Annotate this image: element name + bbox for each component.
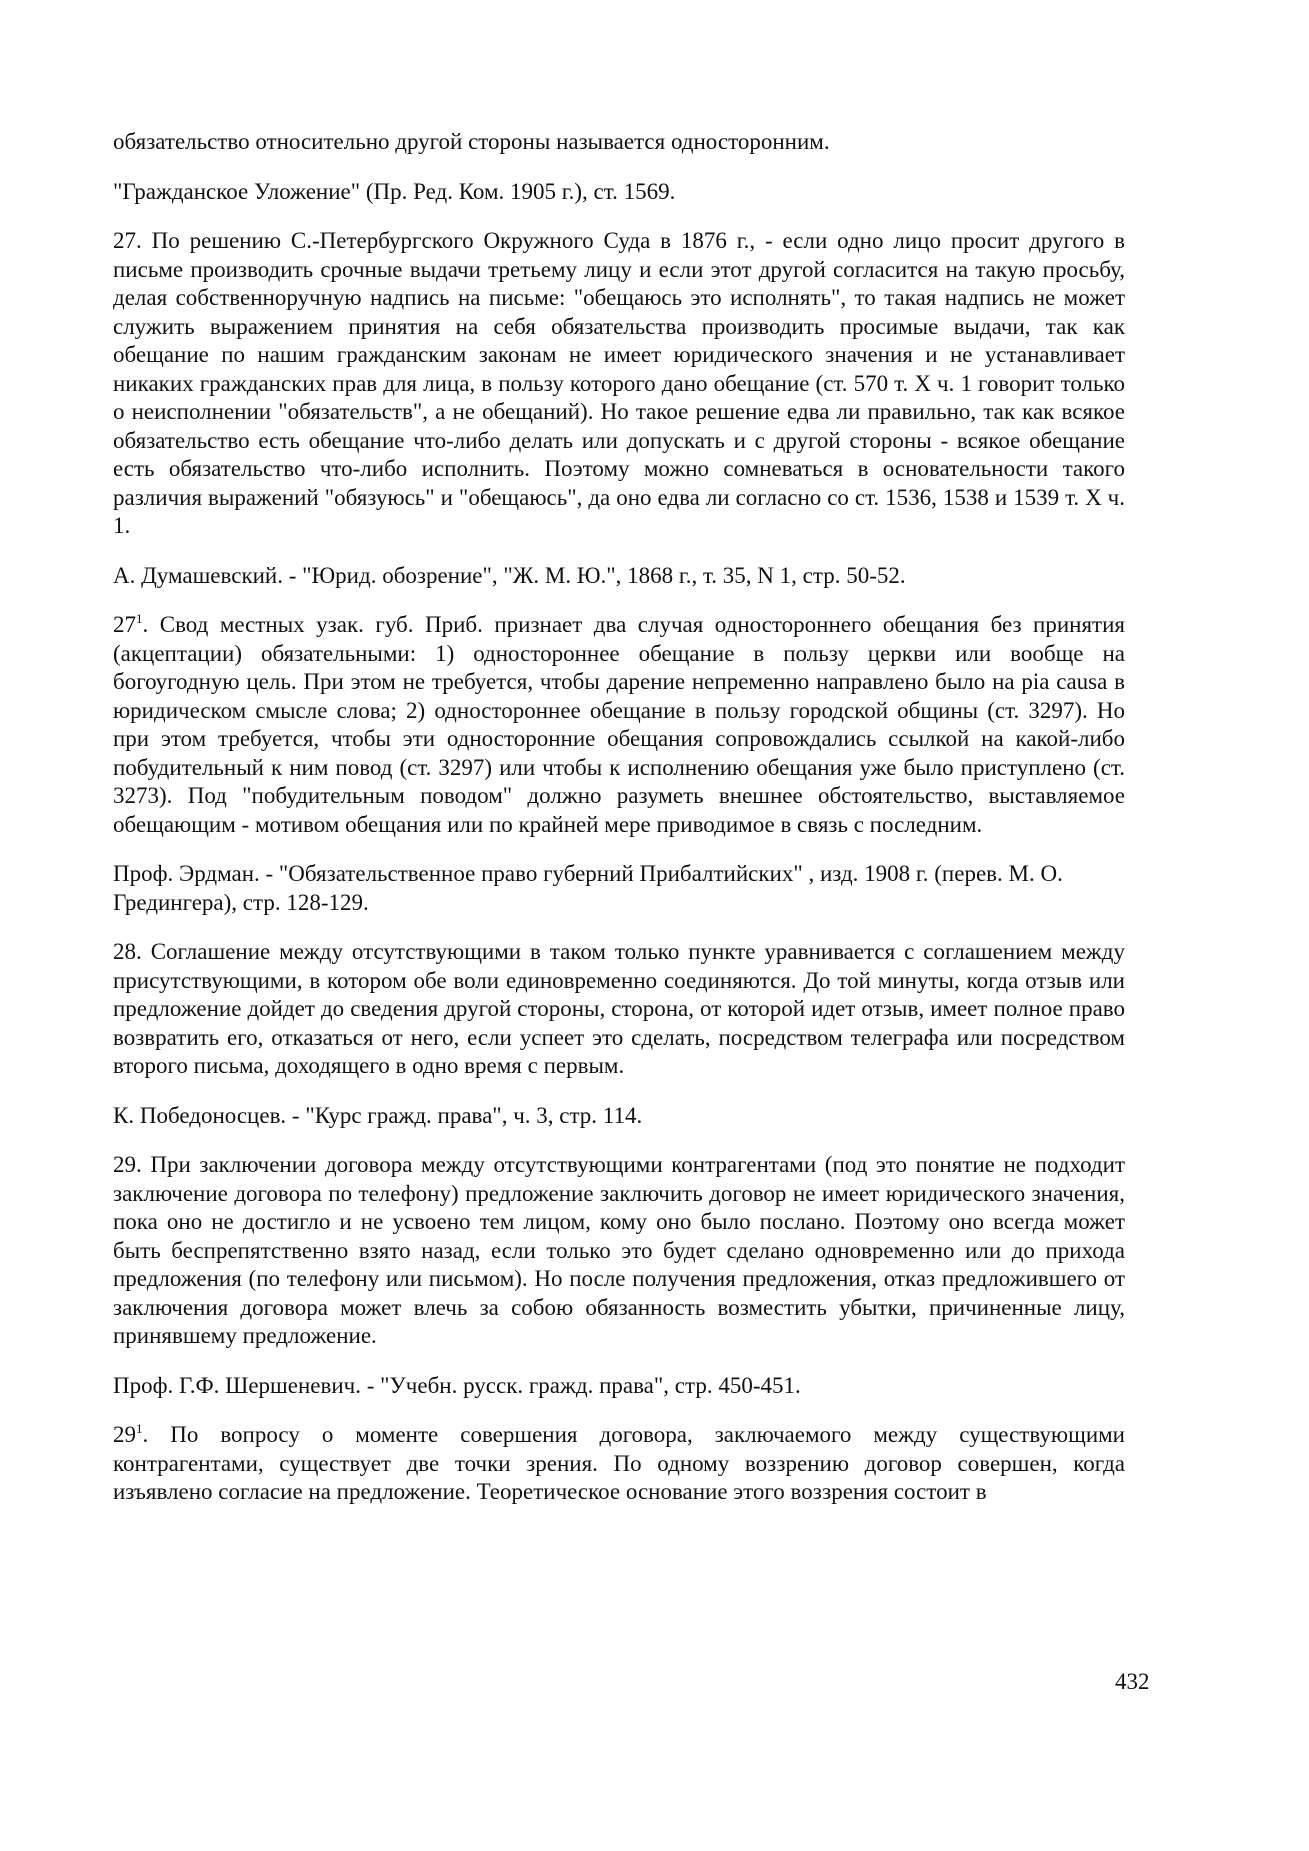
paragraph-27: 27. По решению С.-Петербургского Окружного Суда в 1876 г., - если одно лицо просит другого в письме производить срочные выдачи третьему лицу и если этот другой согласится на такую просьбу, делая собственноручную надпись на письме: "обещаюсь это исполнять", то такая надпись не может служить выражением принятия на себя обязательства производить просимые выдачи, так как обещание по нашим гражданским законам не имеет юридического значения и не устанавливает никаких гражданских прав для лица, в пользу которого дано обещание (ст. 570 т. X ч. 1 говорит только о неисполнении "обязательств", а не обещаний). Но такое решение едва ли правильно, так как всякое обязательство есть обещание что-либо делать или допускать и с другой стороны - всякое обещание есть обязательство что-либо исполнить. Поэтому можно сомневаться в основательности такого различия выражений "обязуюсь" и "обещаюсь", да оно едва ли согласно со ст. 1536, 1538 и 1539 т. X ч. 1. bbox=[113, 228, 1125, 538]
paragraph-29: 29. При заключении договора между отсутствующими контрагентами (под это понятие не подходит заключение договора по телефону) предложение заключить договор не имеет юридического значения, пока оно не достигло и не усвоено тем лицом, кому оно было послано. Поэтому оно всегда может быть беспрепятственно взято назад, если только это будет сделано одновременно или до прихода предложения (по телефону или письмом). Но после получения предложения, отказ предложившего от заключения договора может влечь за собою обязанность возместить убытки, причиненные лицу, принявшему предложение. bbox=[113, 1152, 1125, 1348]
citation-dumashevsky: А. Думашевский. - "Юрид. обозрение", "Ж. М. Ю.", 1868 г., т. 35, N 1, стр. 50-52. bbox=[113, 562, 906, 588]
paragraph-29-1: $29^1$. По вопросу о моменте совершения договора, заключаемого между существующими контрагентами, существует две точки зрения. По одному воззрению договор совершен, когда изъявлено согласие на предложение. Теоретическое основание этого воззрения состоит в bbox=[113, 1421, 1125, 1504]
paragraph-number: 29 bbox=[113, 1422, 136, 1447]
citation-civil-code-1569: "Гражданское Уложение" (Пр. Ред. Ком. 1905 г.), ст. 1569. bbox=[113, 178, 676, 204]
citation-erdman: Проф. Эрдман. - "Обязательственное право губерний Прибалтийских" , изд. 1908 г. (перев. М. О. Гредингера), стр. 128-129. bbox=[113, 861, 1063, 915]
paragraph-number: 27. bbox=[113, 228, 142, 253]
page-number: 432 bbox=[1115, 1669, 1150, 1694]
paragraph-continuation: обязательство относительно другой стороны называется односторонним. bbox=[113, 129, 830, 154]
paragraph-superscript: 1 bbox=[136, 611, 143, 626]
paragraph-number: 29. bbox=[113, 1152, 142, 1177]
document-page bbox=[113, 128, 1125, 1528]
citation-pobedonostsev: К. Победоносцев. - "Курс гражд. права", ч. 3, стр. 114. bbox=[113, 1102, 643, 1128]
citation-shershenevich: Проф. Г.Ф. Шершеневич. - "Учебн. русск. гражд. права", стр. 450-451. bbox=[113, 1372, 801, 1398]
paragraph-28: 28. Соглашение между отсутствующими в таком только пункте уравнивается с соглашением между присутствующими, в котором обе воли единовременно соединяются. До той минуты, когда отзыв или предложение дойдет до сведения другой стороны, сторона, от которой идет отзыв, имеет полное право возвратить его, отказаться от него, если успеет это сделать, посредством телеграфа или посредством второго письма, доходящего в одно время с первым. bbox=[113, 939, 1125, 1078]
paragraph-number: 27 bbox=[113, 612, 136, 637]
paragraph-number: 28. bbox=[113, 939, 142, 964]
paragraph-27-1: $27^1$. Свод местных узак. губ. Приб. признает два случая одностороннего обещания без принятия (акцептации) обязательными: 1) одностороннее обещание в пользу церкви или вообще на богоугодную цель. При этом не требуется, чтобы дарение непременно направлено было на pia causa в юридическом смысле слова; 2) одностороннее обещание в пользу городской общины (ст. 3297). Но при этом требуется, чтобы эти односторонние обещания сопровождались ссылкой на какой-либо побудительный к ним повод (ст. 3297) или чтобы к исполнению обещания уже было приступлено (ст. 3273). Под "побудительным поводом" должно разуметь внешнее обстоятельство, выставляемое обещающим - мотивом обещания или по крайней мере приводимое в связь с последним. bbox=[113, 611, 1125, 837]
paragraph-superscript: 1 bbox=[136, 1421, 143, 1436]
